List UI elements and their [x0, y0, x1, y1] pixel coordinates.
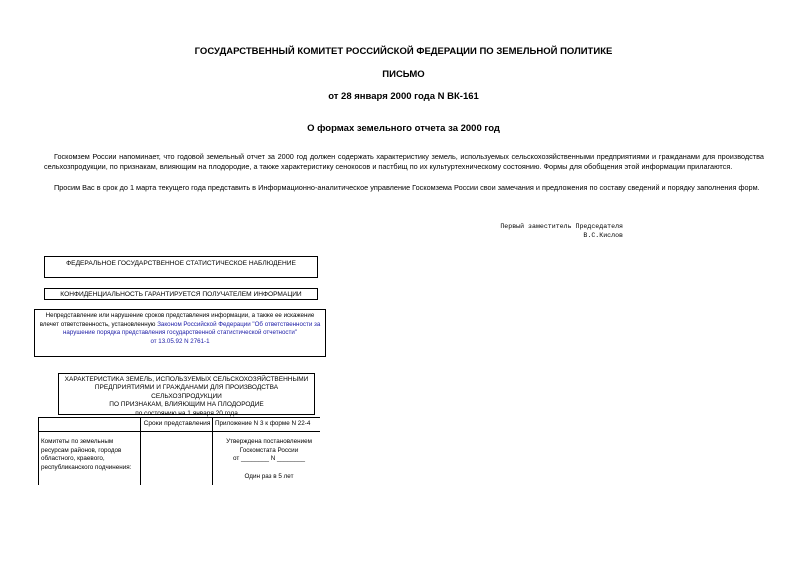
approval-line-3: от ________ N ________: [232, 455, 306, 463]
form-title-line-3: ПО ПРИЗНАКАМ, ВЛИЯЮЩИМ НА ПЛОДОРОДИЕ: [109, 401, 264, 409]
approval-line-2: Госкомстата России: [239, 446, 299, 454]
form-title-box: [58, 373, 315, 415]
form-title-line-4: по состоянию на 1 января 20 года: [135, 409, 238, 417]
confidentiality-box: [44, 288, 318, 300]
form-grid-top-line: [38, 417, 320, 418]
body-paragraph-2: Просим Вас в срок до 1 марта текущего года представить в Информационно-аналитическое управление Госкомзема России свои замечания и предложения по составу сведений и порядку заполнения форм.: [54, 183, 760, 192]
recipients-cell: Комитеты по земельным ресурсам районов, городов областного, краевого, республиканского подчинения:: [41, 438, 132, 471]
form-title-line-2: ПРЕДПРИЯТИЯМИ И ГРАЖДАНАМИ ДЛЯ ПРОИЗВОДСТВА СЕЛЬХОЗПРОДУКЦИИ: [94, 384, 279, 400]
liability-text: Непредставление или нарушение сроков представления информации, а также ее искажение влечет ответственность, установленную: [39, 312, 315, 328]
liability-law-date[interactable]: от 13.05.92 N 2761-1: [150, 337, 210, 345]
deadline-column-header: Сроки представления: [143, 420, 211, 427]
approval-block: [214, 438, 324, 464]
observation-label: ФЕДЕРАЛЬНОЕ ГОСУДАРСТВЕННОЕ СТАТИСТИЧЕСКОЕ НАБЛЮДЕНИЕ: [66, 260, 296, 267]
form-grid-left-line: [38, 417, 39, 485]
form-title-line-1: ХАРАКТЕРИСТИКА ЗЕМЕЛЬ, ИСПОЛЬЗУЕМЫХ СЕЛЬСКОХОЗЯЙСТВЕННЫМИ: [64, 376, 309, 383]
observation-box-bottom: [44, 277, 318, 278]
document-type: ПИСЬМО: [382, 69, 425, 80]
body-paragraph-1: Госкомзем России напоминает, что годовой земельный отчет за 2000 год должен содержать характеристику земель, используемых сельскохозяйственными предприятиями и гражданами для производства сельхозпродукции, по признакам, влияющим на плодородие, а также характеристику сенокосов и пастбищ по их культуртехническому состоянию. Формы для обобщения этой информации прилагаются.: [44, 152, 764, 171]
form-appendix-label: Приложение N 3 к форме N 22-4: [215, 420, 311, 427]
signature-position: Первый заместитель Председателя: [500, 223, 623, 230]
form-grid-right-line: [212, 417, 213, 485]
frequency-label: Один раз в 5 лет: [244, 473, 294, 480]
observation-box: [44, 256, 318, 278]
document-date-number: от 28 января 2000 года N ВК-161: [328, 91, 479, 102]
liability-law-link[interactable]: Законом Российской Федерации "Об ответственности за нарушение порядка представления государственной статистической отчетности": [63, 320, 321, 337]
form-grid-header-line: [38, 431, 320, 432]
liability-box: [34, 309, 326, 357]
committee-heading: ГОСУДАРСТВЕННЫЙ КОМИТЕТ РОССИЙСКОЙ ФЕДЕРАЦИИ ПО ЗЕМЕЛЬНОЙ ПОЛИТИКЕ: [194, 46, 613, 57]
signature-name: В.С.Кислов: [583, 231, 623, 239]
signature-block: [440, 223, 623, 240]
document-subject: О формах земельного отчета за 2000 год: [307, 123, 500, 134]
confidentiality-label: КОНФИДЕНЦИАЛЬНОСТЬ ГАРАНТИРУЕТСЯ ПОЛУЧАТЕЛЕМ ИНФОРМАЦИИ: [60, 291, 302, 298]
form-grid-middle-line: [140, 417, 141, 485]
approval-line-1: Утверждена постановлением: [226, 438, 312, 445]
